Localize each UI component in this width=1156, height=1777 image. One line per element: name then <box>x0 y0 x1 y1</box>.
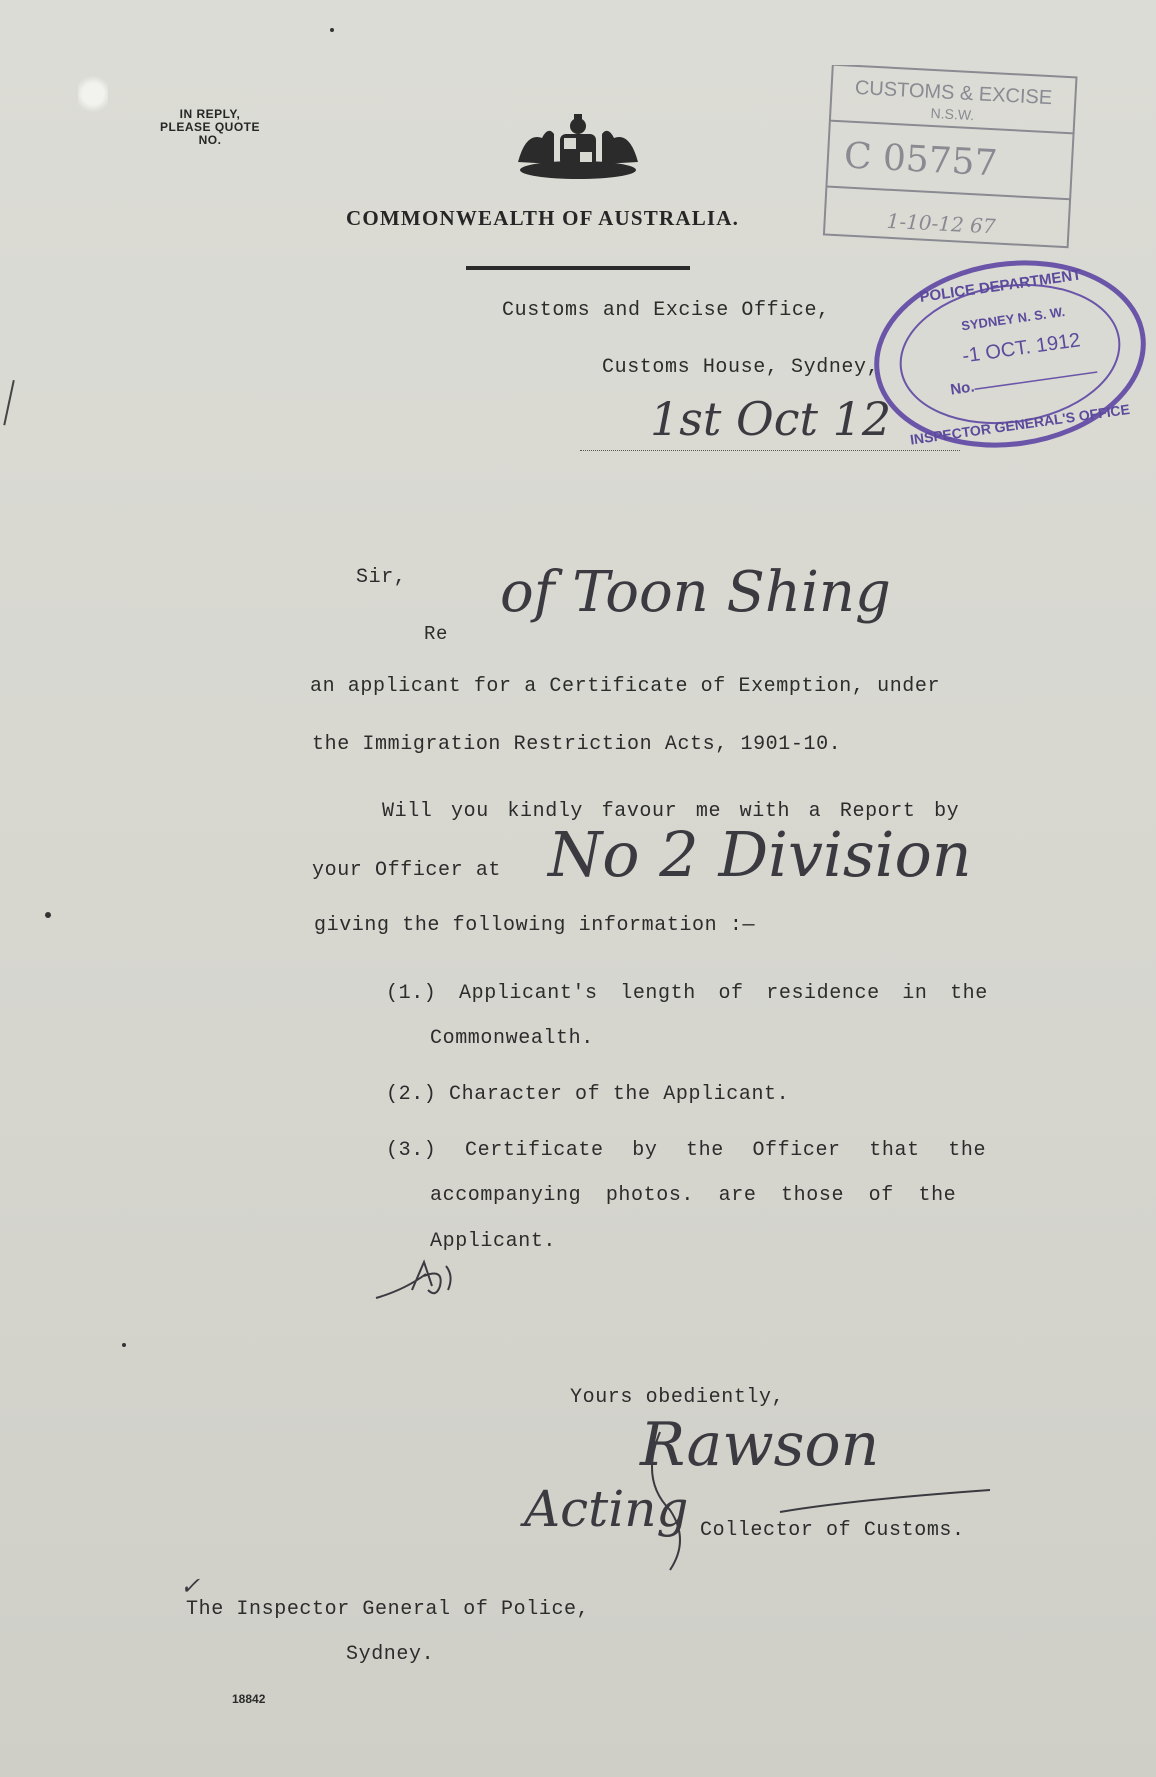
in-reply-note <box>160 108 260 147</box>
salutation: Sir, <box>356 566 407 589</box>
police-stamp-bottom: INSPECTOR GENERAL'S OFFICE <box>909 400 1131 448</box>
speck <box>45 912 51 918</box>
customs-stamp-line2: N.S.W. <box>930 104 975 124</box>
info-item-1-cont: Commonwealth. <box>430 1027 594 1050</box>
info-item-3: (3.) Certificate by the Officer that the <box>386 1139 987 1162</box>
in-reply-line1: IN REPLY, <box>179 107 241 121</box>
customs-stamp-number: C 05757 <box>842 135 999 185</box>
signature-name: Rawson <box>640 1410 880 1480</box>
coat-of-arms-icon <box>508 112 648 182</box>
speck <box>330 28 334 32</box>
handwritten-initials <box>374 1246 464 1306</box>
body-line-4: your Officer at <box>312 859 502 882</box>
re-label: Re <box>424 623 449 645</box>
division-handwritten: No 2 Division <box>548 818 972 891</box>
country-heading: COMMONWEALTH OF AUSTRALIA. <box>346 206 740 230</box>
address-line: Customs House, Sydney, <box>602 356 880 379</box>
info-item-3-end: Applicant. <box>430 1230 557 1253</box>
addressee-line-1: The Inspector General of Police, <box>186 1598 590 1621</box>
in-reply-line2: PLEASE QUOTE <box>160 120 261 134</box>
form-number: 18842 <box>232 1692 266 1706</box>
heading-rule <box>466 266 690 270</box>
police-stamp-city: SYDNEY N. S. W. <box>960 304 1066 334</box>
customs-received-stamp <box>820 65 1082 255</box>
check-mark: ✓ <box>180 1572 201 1600</box>
police-department-stamp <box>862 244 1156 464</box>
info-item-3-cont: accompanying photos. are those of the <box>430 1184 957 1207</box>
paper-tear <box>78 72 108 116</box>
police-stamp-date: -1 OCT. 1912 <box>960 329 1082 368</box>
body-line-3: Will you kindly favour me with a Report by <box>382 800 960 823</box>
handwritten-date: 1st Oct 12 <box>650 392 892 446</box>
margin-mark <box>3 380 17 426</box>
body-line-2: the Immigration Restriction Acts, 1901-10. <box>312 733 842 756</box>
info-item-1: (1.) Applicant's length of residence in the <box>386 982 988 1005</box>
addressee-line-2: Sydney. <box>346 1643 435 1666</box>
in-reply-line3: NO. <box>198 133 222 147</box>
customs-stamp-date: 1-10-12 67 <box>886 208 997 239</box>
info-item-2: (2.) Character of the Applicant. <box>386 1083 790 1106</box>
body-line-5: giving the following information :— <box>314 914 756 937</box>
applicant-name-handwritten: of Toon Shing <box>500 560 891 625</box>
police-stamp-no-label: No. <box>949 378 976 399</box>
closing: Yours obediently, <box>570 1386 785 1409</box>
office-line: Customs and Excise Office, <box>502 299 830 322</box>
signature-flourish <box>520 1420 1000 1580</box>
police-stamp-top: POLICE DEPARTMENT <box>918 266 1083 306</box>
collector-title: Collector of Customs. <box>700 1519 965 1542</box>
body-line-1: an applicant for a Certificate of Exemption, under <box>310 675 941 698</box>
speck <box>122 1343 126 1347</box>
customs-stamp-line1: CUSTOMS & EXCISE <box>854 76 1053 110</box>
signature-acting: Acting <box>524 1480 689 1538</box>
